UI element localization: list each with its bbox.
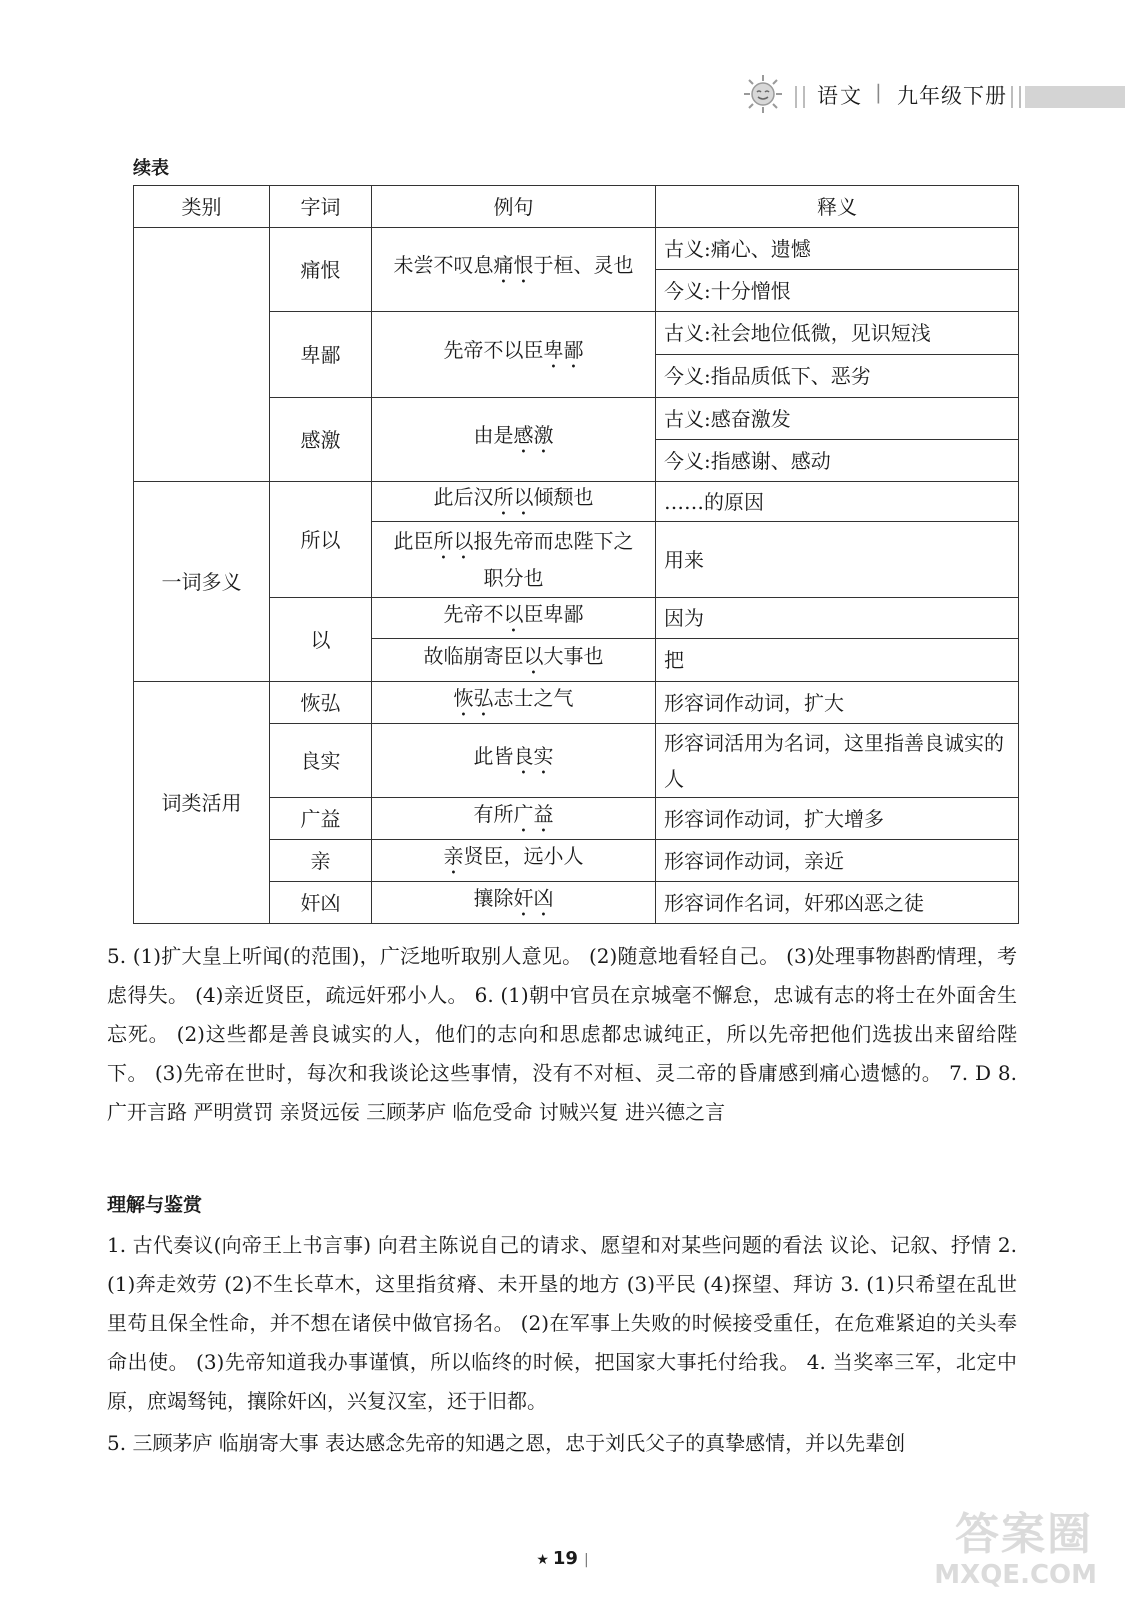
- category-cell: 词类活用: [134, 682, 270, 924]
- vocab-table: [133, 185, 1019, 924]
- meaning-cell: 今义:十分憎恨: [656, 270, 1019, 312]
- table-row: [134, 682, 1019, 724]
- example-cell: 此后汉所以倾颓也: [372, 482, 656, 522]
- meaning-cell: 形容词作动词，亲近: [656, 840, 1019, 882]
- example-cell: 亲贤臣，远小人: [372, 840, 656, 882]
- meaning-cell: 古义:社会地位低微，见识短浅: [656, 312, 1019, 355]
- example-cell: 恢弘志士之气: [372, 682, 656, 724]
- table-header-row: [134, 186, 1019, 228]
- column-header: 例句: [372, 186, 656, 228]
- meaning-cell: 古义:感奋激发: [656, 398, 1019, 440]
- word-cell: 广益: [270, 798, 372, 840]
- meaning-cell: 形容词作动词，扩大: [656, 682, 1019, 724]
- example-cell: 此皆良实: [372, 724, 656, 798]
- header-divider: [795, 86, 805, 108]
- watermark-url: MXQE.COM: [934, 1560, 1097, 1590]
- word-cell: 奸凶: [270, 882, 372, 924]
- word-cell: 以: [270, 598, 372, 682]
- watermark-text: 答案圈: [955, 1509, 1093, 1560]
- page-number: 19: [552, 1548, 578, 1569]
- column-header: 释义: [656, 186, 1019, 228]
- meaning-cell: 今义:指感谢、感动: [656, 440, 1019, 482]
- meaning-cell: 形容词作动词，扩大增多: [656, 798, 1019, 840]
- example-cell: 有所广益: [372, 798, 656, 840]
- table-row: [134, 482, 1019, 522]
- example-cell: 故临崩寄臣以大事也: [372, 639, 656, 682]
- answers-paragraph: 5. 三顾茅庐 临崩寄大事 表达感念先帝的知遇之恩，忠于刘氏父子的真挚感情，并以先辈创: [107, 1431, 906, 1455]
- category-cell: [134, 228, 270, 482]
- answers-paragraph: 1. 古代奏议(向帝王上书言事) 向君主陈说自己的请求、愿望和对某些问题的看法 议论、记叙、抒情 2. (1)奔走效劳 (2)不生长草木，这里指贫瘠、未开垦的地方 (3)平民 (4)探望、拜访 3. (1)只希望在乱世里苟且保全性命，并不想在诸侯中做官扬名。 (2)在军事上失败的时候接受重任，在危难紧迫的关头奉命出使。 (3)先帝知道我办事谨慎，所以临终的时候，把国家大事托付给我。 4. 当奖率三军，北定中原，庶竭驽钝，攘除奸凶，兴复汉室，还于旧都。: [107, 1233, 1017, 1413]
- example-cell: 先帝不以臣卑鄙: [372, 598, 656, 639]
- category-cell: 一词多义: [134, 482, 270, 682]
- header-separator: |: [875, 80, 882, 104]
- subject-label: 语文: [817, 84, 863, 108]
- meaning-cell: ……的原因: [656, 482, 1019, 522]
- meaning-cell: 古义:痛心、遗憾: [656, 228, 1019, 270]
- meaning-cell: 今义:指品质低下、恶劣: [656, 355, 1019, 398]
- footer-tick: |: [583, 1552, 589, 1568]
- page-header: [725, 72, 1125, 120]
- meaning-cell: 形容词作名词，奸邪凶恶之徒: [656, 882, 1019, 924]
- section-title: 理解与鉴赏: [107, 1194, 203, 1216]
- header-divider: [1011, 86, 1021, 108]
- watermark-logo: [903, 1498, 1103, 1590]
- word-cell: 恢弘: [270, 682, 372, 724]
- word-cell: 卑鄙: [270, 312, 372, 398]
- column-header: 字词: [270, 186, 372, 228]
- word-cell: 亲: [270, 840, 372, 882]
- table-row: [134, 228, 1019, 270]
- sun-face-icon: [743, 74, 783, 114]
- meaning-cell: 把: [656, 639, 1019, 682]
- star-icon: ★: [536, 1552, 549, 1568]
- word-cell: 良实: [270, 724, 372, 798]
- meaning-cell: 因为: [656, 598, 1019, 639]
- word-cell: 痛恨: [270, 228, 372, 312]
- example-cell: 此臣所以报先帝而忠陛下之 职分也: [372, 522, 656, 598]
- word-cell: 所以: [270, 482, 372, 598]
- example-cell: 攘除奸凶: [372, 882, 656, 924]
- meaning-cell: 用来: [656, 522, 1019, 598]
- word-cell: 感激: [270, 398, 372, 482]
- meaning-cell: 形容词活用为名词，这里指善良诚实的人: [656, 724, 1019, 798]
- answers-paragraph: 5. (1)扩大皇上听闻(的范围)，广泛地听取别人意见。 (2)随意地看轻自己。 (3)处理事物斟酌情理，考虑得失。 (4)亲近贤臣，疏远奸邪小人。 6. (1)朝中官员在京城毫不懈怠，忠诚有志的将士在外面舍生忘死。 (2)这些都是善良诚实的人，他们的志向和思虑都忠诚纯正，所以先帝把他们选拔出来留给陛下。 (3)先帝在世时，每次和我谈论这些事情，没有不对桓、灵二帝的昏庸感到痛心遗憾的。 7. D 8. 广开言路 严明赏罚 亲贤远佞 三顾茅庐 临危受命 讨贼兴复 进兴德之言: [107, 944, 1017, 1124]
- grade-label: 九年级下册: [897, 84, 1007, 108]
- column-header: 类别: [134, 186, 270, 228]
- example-cell: 未尝不叹息痛恨于桓、灵也: [372, 228, 656, 312]
- table-caption: 续表: [133, 158, 169, 179]
- header-stripe: [1025, 86, 1125, 108]
- example-cell: 先帝不以臣卑鄙: [372, 312, 656, 398]
- example-cell: 由是感激: [372, 398, 656, 482]
